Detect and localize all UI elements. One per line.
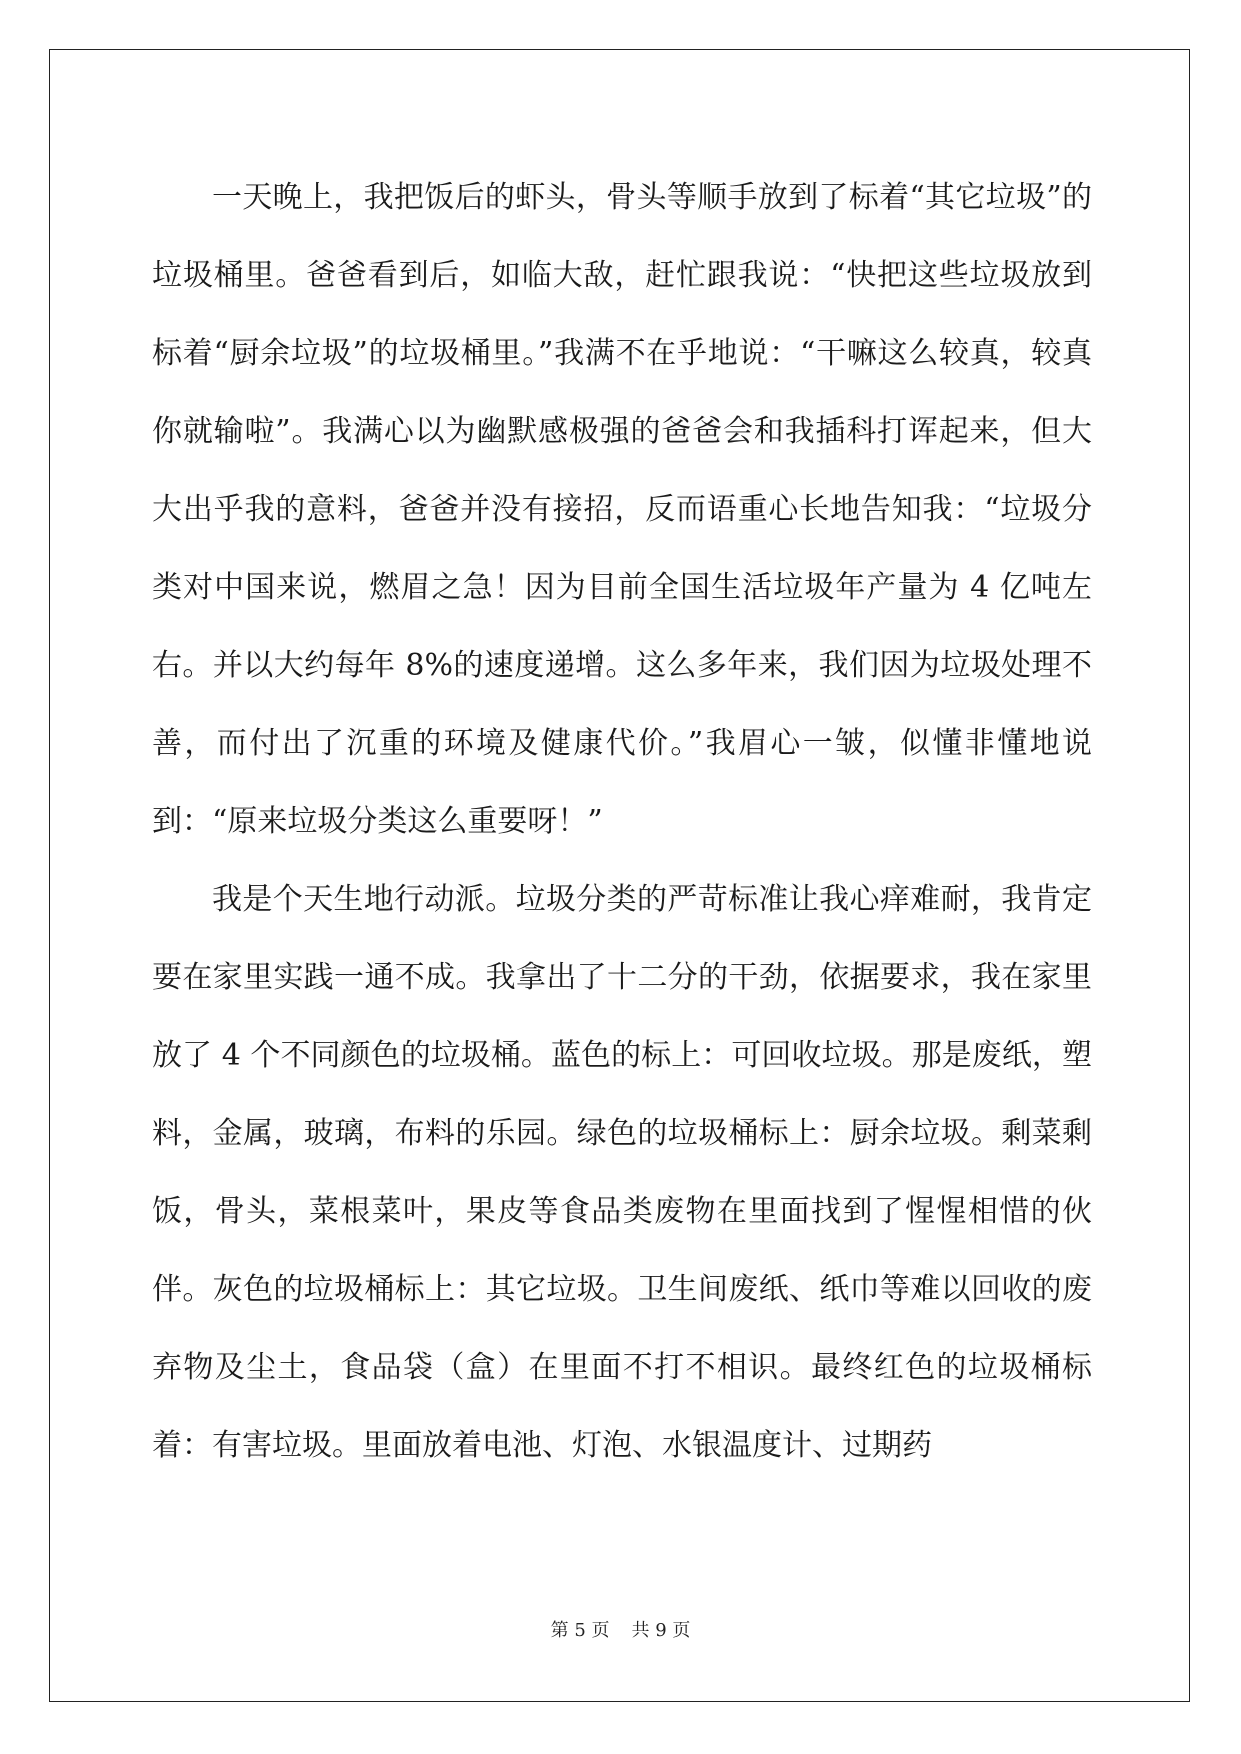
page-footer <box>0 1616 1241 1642</box>
document-body <box>152 159 1092 1485</box>
paragraph-1: 一天晚上，我把饭后的虾头，骨头等顺手放到了标着“其它垃圾”的垃圾桶里。爸爸看到后，如临大敌，赶忙跟我说：“快把这些垃圾放到标着“厨余垃圾”的垃圾桶里。”我满不在乎地说：“干嘛这么较真，较真你就输啦”。我满心以为幽默感极强的爸爸会和我插科打诨起来，但大大出乎我的意料，爸爸并没有接招，反而语重心长地告知我：“垃圾分类对中国来说，燃眉之急！因为目前全国生活垃圾年产量为 4 亿吨左右。并以大约每年 8%的速度递增。这么多年来，我们因为垃圾处理不善，而付出了沉重的环境及健康代价。”我眉心一皱，似懂非懂地说到：“原来垃圾分类这么重要呀！” <box>152 180 1092 839</box>
paragraph-2: 我是个天生地行动派。垃圾分类的严苛标准让我心痒难耐，我肯定要在家里实践一通不成。我拿出了十二分的干劲，依据要求，我在家里放了 4 个不同颜色的垃圾桶。蓝色的标上：可回收垃圾。那是废纸，塑料，金属，玻璃，布料的乐园。绿色的垃圾桶标上：厨余垃圾。剩菜剩饭，骨头，菜根菜叶，果皮等食品类废物在里面找到了惺惺相惜的伙伴。灰色的垃圾桶标上：其它垃圾。卫生间废纸、纸巾等难以回收的废弃物及尘土，食品袋（盒）在里面不打不相识。最终红色的垃圾桶标着：有害垃圾。里面放着电池、灯泡、水银温度计、过期药 <box>152 882 1092 1463</box>
total-pages: 共 9 页 <box>631 1620 691 1641</box>
current-page-number: 第 5 页 <box>550 1620 610 1641</box>
